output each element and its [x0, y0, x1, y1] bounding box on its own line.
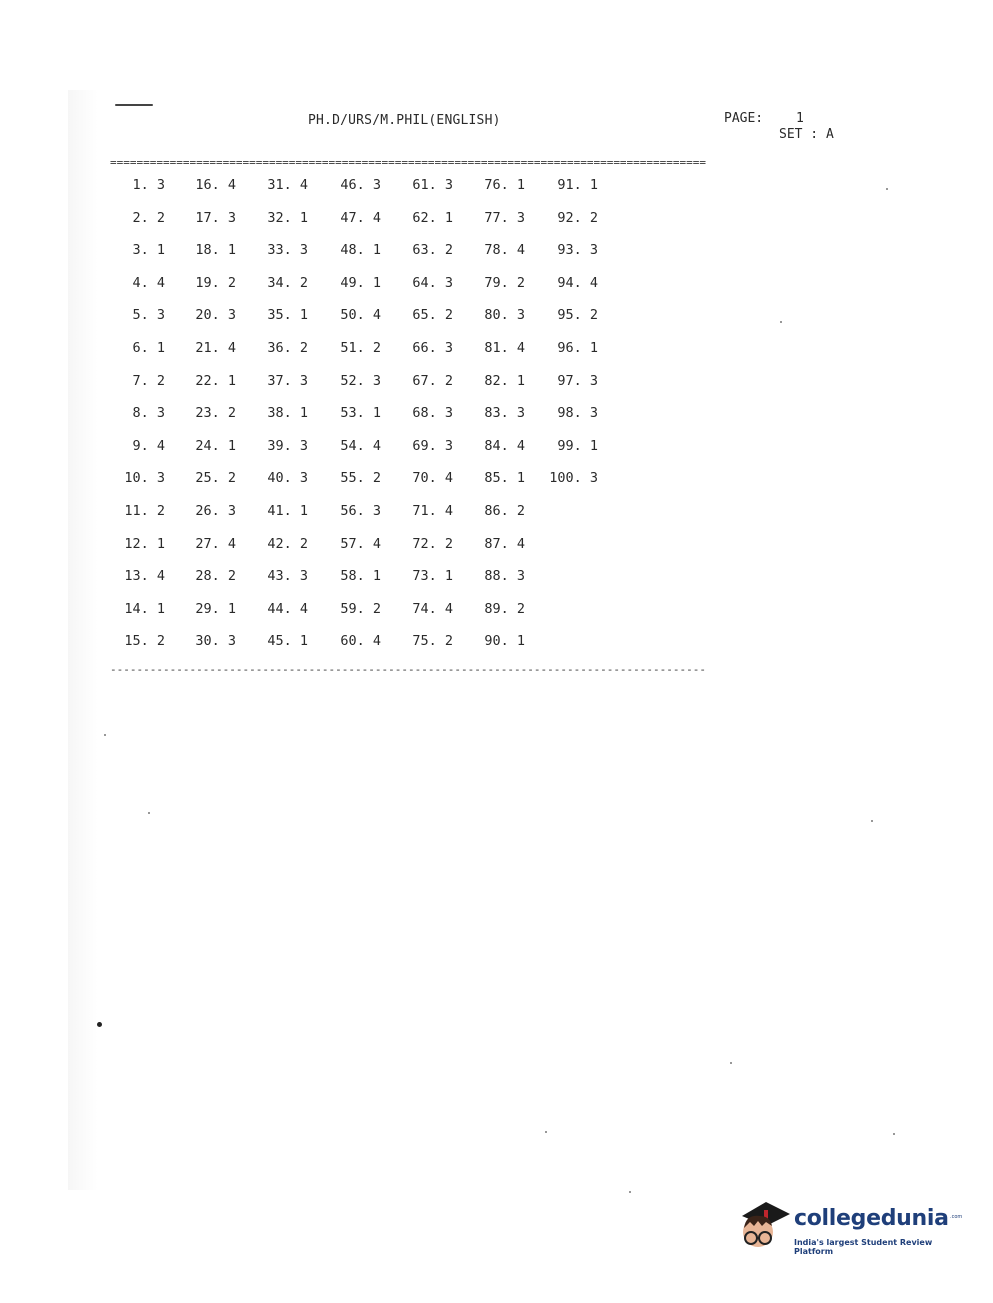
- brand-suffix: .com: [950, 1214, 963, 1220]
- answer-cell: 19. 2: [195, 274, 236, 291]
- answer-cell: 78. 4: [484, 242, 525, 259]
- answer-cell: 67. 2: [412, 372, 453, 389]
- answer-cell: 10. 3: [124, 470, 165, 487]
- scan-speck: [545, 1131, 547, 1133]
- answer-cell: 16. 4: [195, 177, 236, 193]
- answer-cell: 35. 1: [267, 307, 308, 324]
- answer-cell: 33. 3: [267, 242, 308, 259]
- scan-speck: [148, 812, 150, 814]
- answer-cell: 18. 1: [195, 242, 236, 259]
- answer-cell: 69. 3: [412, 437, 453, 454]
- answer-cell: 26. 3: [195, 502, 236, 519]
- answer-cell: 11. 2: [124, 502, 165, 519]
- scan-speck: [893, 1133, 895, 1135]
- answer-cell: 48. 1: [340, 242, 381, 259]
- answer-cell: 8. 3: [132, 405, 165, 422]
- top-rule: ==========================================================================================: [110, 157, 707, 168]
- scan-speck: [104, 734, 106, 736]
- answer-cell: 73. 1: [412, 568, 453, 585]
- answer-cell: 51. 2: [340, 339, 381, 356]
- scan-shadow: [68, 90, 98, 1190]
- answer-column-1: [95, 177, 165, 666]
- answer-column-7: [528, 177, 598, 503]
- answer-cell: 65. 2: [412, 307, 453, 324]
- answer-cell: 6. 1: [132, 339, 165, 356]
- answer-cell: 23. 2: [195, 405, 236, 422]
- answer-cell: 32. 1: [267, 209, 308, 226]
- answer-cell: 42. 2: [267, 535, 308, 552]
- answer-column-3: [238, 177, 308, 666]
- answer-cell: 70. 4: [412, 470, 453, 487]
- answer-cell: 7. 2: [132, 372, 165, 389]
- set-label: SET : A: [779, 127, 834, 142]
- answer-cell: 9. 4: [132, 437, 165, 454]
- answer-cell: 81. 4: [484, 339, 525, 356]
- answer-column-6: [455, 177, 525, 666]
- answer-cell: 71. 4: [412, 502, 453, 519]
- answer-cell: 55. 2: [340, 470, 381, 487]
- answer-cell: 22. 1: [195, 372, 236, 389]
- answer-cell: 84. 4: [484, 437, 525, 454]
- page-label: PAGE:: [724, 111, 764, 126]
- answer-cell: 3. 1: [132, 242, 165, 259]
- answer-cell: 93. 3: [557, 242, 598, 259]
- answer-cell: 89. 2: [484, 600, 525, 617]
- answer-cell: 39. 3: [267, 437, 308, 454]
- answer-cell: 34. 2: [267, 274, 308, 291]
- answer-cell: 92. 2: [557, 209, 598, 226]
- answer-cell: 17. 3: [195, 209, 236, 226]
- answer-column-5: [383, 177, 453, 666]
- scan-speck: [629, 1191, 631, 1193]
- answer-cell: 60. 4: [340, 633, 381, 650]
- answer-cell: 79. 2: [484, 274, 525, 291]
- answer-cell: 57. 4: [340, 535, 381, 552]
- answer-cell: 83. 3: [484, 405, 525, 422]
- answer-cell: 27. 4: [195, 535, 236, 552]
- answer-cell: 5. 3: [132, 307, 165, 324]
- answer-cell: 31. 4: [267, 177, 308, 193]
- answer-cell: 54. 4: [340, 437, 381, 454]
- answer-cell: 15. 2: [124, 633, 165, 650]
- answer-cell: 98. 3: [557, 405, 598, 422]
- answer-cell: 38. 1: [267, 405, 308, 422]
- answer-cell: 72. 2: [412, 535, 453, 552]
- answer-cell: 20. 3: [195, 307, 236, 324]
- answer-cell: 97. 3: [557, 372, 598, 389]
- answer-cell: 100. 3: [549, 470, 598, 487]
- bottom-rule: ------------------------------------------------------------------------------------------: [110, 664, 707, 675]
- brand-name: collegedunia: [794, 1206, 949, 1231]
- exam-title: PH.D/URS/M.PHIL(ENGLISH): [308, 113, 501, 128]
- answer-cell: 36. 2: [267, 339, 308, 356]
- answer-column-4: [311, 177, 381, 666]
- pen-mark: [115, 104, 153, 106]
- answer-cell: 63. 2: [412, 242, 453, 259]
- answer-cell: 2. 2: [132, 209, 165, 226]
- answer-cell: 43. 3: [267, 568, 308, 585]
- answer-cell: 61. 3: [412, 177, 453, 193]
- answer-cell: 96. 1: [557, 339, 598, 356]
- answer-cell: 58. 1: [340, 568, 381, 585]
- scan-speck: [97, 1022, 102, 1027]
- answer-cell: 41. 1: [267, 502, 308, 519]
- answer-cell: 47. 4: [340, 209, 381, 226]
- answer-column-2: [166, 177, 236, 666]
- answer-cell: 30. 3: [195, 633, 236, 650]
- answer-cell: 46. 3: [340, 177, 381, 193]
- answer-cell: 59. 2: [340, 600, 381, 617]
- answer-cell: 28. 2: [195, 568, 236, 585]
- answer-cell: 82. 1: [484, 372, 525, 389]
- answer-cell: 90. 1: [484, 633, 525, 650]
- answer-cell: 80. 3: [484, 307, 525, 324]
- answer-cell: 64. 3: [412, 274, 453, 291]
- answer-cell: 88. 3: [484, 568, 525, 585]
- scan-speck: [886, 188, 888, 190]
- answer-cell: 77. 3: [484, 209, 525, 226]
- answer-cell: 4. 4: [132, 274, 165, 291]
- answer-cell: 91. 1: [557, 177, 598, 193]
- answer-cell: 95. 2: [557, 307, 598, 324]
- page-number: 1: [796, 111, 804, 126]
- answer-cell: 24. 1: [195, 437, 236, 454]
- answer-cell: 49. 1: [340, 274, 381, 291]
- answer-cell: 87. 4: [484, 535, 525, 552]
- answer-cell: 66. 3: [412, 339, 453, 356]
- scan-speck: [871, 820, 873, 822]
- brand-tagline: India's largest Student Review Platform: [794, 1238, 933, 1256]
- answer-cell: 29. 1: [195, 600, 236, 617]
- answer-cell: 99. 1: [557, 437, 598, 454]
- answer-cell: 50. 4: [340, 307, 381, 324]
- answer-cell: 62. 1: [412, 209, 453, 226]
- scan-speck: [730, 1062, 732, 1064]
- answer-cell: 44. 4: [267, 600, 308, 617]
- answer-cell: 86. 2: [484, 502, 525, 519]
- answer-cell: 53. 1: [340, 405, 381, 422]
- answer-cell: 56. 3: [340, 502, 381, 519]
- answer-cell: 40. 3: [267, 470, 308, 487]
- answer-cell: 68. 3: [412, 405, 453, 422]
- answer-cell: 14. 1: [124, 600, 165, 617]
- answer-cell: 52. 3: [340, 372, 381, 389]
- mascot-icon: [736, 1196, 792, 1256]
- answer-cell: 75. 2: [412, 633, 453, 650]
- answer-cell: 25. 2: [195, 470, 236, 487]
- answer-cell: 45. 1: [267, 633, 308, 650]
- answer-cell: 21. 4: [195, 339, 236, 356]
- answer-cell: 12. 1: [124, 535, 165, 552]
- answer-cell: 94. 4: [557, 274, 598, 291]
- answer-cell: 13. 4: [124, 568, 165, 585]
- answer-cell: 76. 1: [484, 177, 525, 193]
- answer-cell: 85. 1: [484, 470, 525, 487]
- answer-cell: 1. 3: [132, 177, 165, 193]
- collegedunia-watermark: [736, 1196, 966, 1258]
- answer-cell: 37. 3: [267, 372, 308, 389]
- answer-cell: 74. 4: [412, 600, 453, 617]
- scan-speck: [780, 321, 782, 323]
